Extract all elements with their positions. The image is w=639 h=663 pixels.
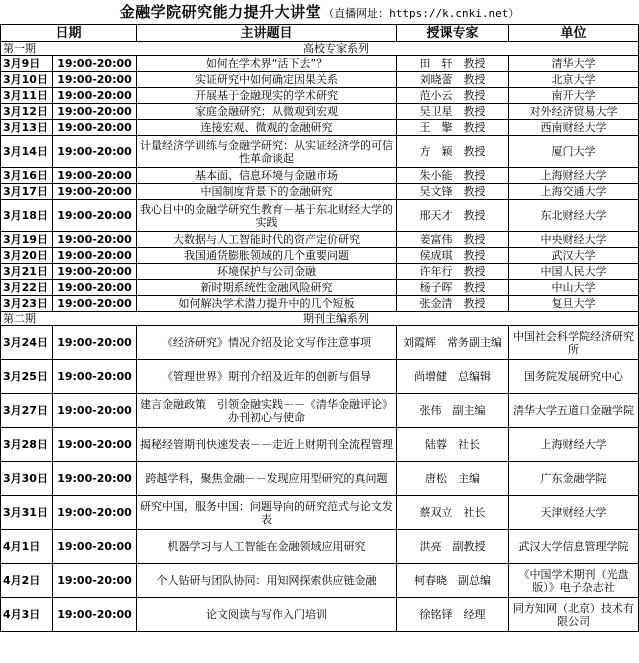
cell-topic: 如何解决学术潜力提升中的几个短板 — [137, 296, 397, 312]
cell-date: 3月30日 — [1, 462, 53, 496]
cell-unit: 天津财经大学 — [509, 496, 639, 530]
table-row — [1, 88, 639, 104]
table-row — [1, 360, 639, 394]
cell-unit: 北京大学 — [509, 72, 639, 88]
cell-speaker: 刘晓蕾 教授 — [397, 72, 509, 88]
cell-date: 3月10日 — [1, 72, 53, 88]
section-label: 第一期 — [3, 42, 36, 55]
cell-date: 4月2日 — [1, 564, 53, 598]
cell-unit: 中国社会科学院经济研究所 — [509, 326, 639, 360]
cell-speaker: 蔡双立 社长 — [397, 496, 509, 530]
cell-speaker: 张金清 教授 — [397, 296, 509, 312]
cell-time: 19:00-20:00 — [53, 72, 137, 88]
cell-time: 19:00-20:00 — [53, 136, 137, 168]
cell-speaker: 朱小能 教授 — [397, 168, 509, 184]
cell-time: 19:00-20:00 — [53, 280, 137, 296]
cell-date: 3月22日 — [1, 280, 53, 296]
cell-topic: 机器学习与人工智能在金融领域应用研究 — [137, 530, 397, 564]
cell-unit: 中央财经大学 — [509, 232, 639, 248]
cell-speaker: 尚增健 总编辑 — [397, 360, 509, 394]
schedule-table — [0, 24, 639, 632]
cell-time: 19:00-20:00 — [53, 496, 137, 530]
cell-speaker: 柯春晓 副总编 — [397, 564, 509, 598]
cell-topic: 《管理世界》期刊介绍及近年的创新与倡导 — [137, 360, 397, 394]
cell-date: 3月21日 — [1, 264, 53, 280]
cell-date: 4月3日 — [1, 598, 53, 632]
cell-speaker: 张伟 副主编 — [397, 394, 509, 428]
cell-topic: 大数据与人工智能时代的资产定价研究 — [137, 232, 397, 248]
cell-topic: 环境保护与公司金融 — [137, 264, 397, 280]
cell-unit: 武汉大学信息管理学院 — [509, 530, 639, 564]
table-row — [1, 56, 639, 72]
table-row — [1, 598, 639, 632]
cell-time: 19:00-20:00 — [53, 428, 137, 462]
schedule-body — [1, 42, 639, 632]
cell-time: 19:00-20:00 — [53, 360, 137, 394]
header-topic: 主讲题目 — [137, 25, 397, 42]
cell-topic: 实证研究中如何确定因果关系 — [137, 72, 397, 88]
cell-unit: 上海交通大学 — [509, 184, 639, 200]
cell-unit: 《中国学术期刊（光盘版）》电子杂志社 — [509, 564, 639, 598]
cell-unit: 厦门大学 — [509, 136, 639, 168]
section-name: 高校专家系列 — [303, 42, 369, 55]
section-label: 第二期 — [3, 312, 36, 325]
table-row — [1, 264, 639, 280]
cell-unit: 中国人民大学 — [509, 264, 639, 280]
table-row — [1, 280, 639, 296]
table-row — [1, 184, 639, 200]
cell-topic: 跨越学科，聚焦金融－－发现应用型研究的真问题 — [137, 462, 397, 496]
table-header-row — [1, 25, 639, 42]
section-header — [1, 312, 639, 326]
cell-time: 19:00-20:00 — [53, 232, 137, 248]
cell-speaker: 许年行 教授 — [397, 264, 509, 280]
title-livestream-url[interactable]: （直播网址：https://k.cnki.net） — [323, 7, 520, 20]
cell-unit: 同方知网（北京）技术有限公司 — [509, 598, 639, 632]
cell-unit: 上海财经大学 — [509, 168, 639, 184]
section-row — [1, 42, 639, 56]
cell-speaker: 吴文锋 教授 — [397, 184, 509, 200]
cell-topic: 中国制度背景下的金融研究 — [137, 184, 397, 200]
table-row — [1, 120, 639, 136]
page-title — [0, 0, 639, 24]
cell-speaker: 刘霞辉 常务副主编 — [397, 326, 509, 360]
section-row — [1, 312, 639, 326]
cell-topic: 《经济研究》情况介绍及论文写作注意事项 — [137, 326, 397, 360]
cell-unit: 广东金融学院 — [509, 462, 639, 496]
cell-date: 3月11日 — [1, 88, 53, 104]
header-unit: 单位 — [509, 25, 639, 42]
cell-time: 19:00-20:00 — [53, 264, 137, 280]
cell-date: 3月31日 — [1, 496, 53, 530]
cell-date: 3月24日 — [1, 326, 53, 360]
cell-topic: 基本面、信息环境与金融市场 — [137, 168, 397, 184]
cell-topic: 论文阅读与写作入门培训 — [137, 598, 397, 632]
cell-date: 3月13日 — [1, 120, 53, 136]
cell-time: 19:00-20:00 — [53, 598, 137, 632]
cell-topic: 新时期系统性金融风险研究 — [137, 280, 397, 296]
cell-topic: 揭秘经管期刊快速发表－－走近上财期刊全流程管理 — [137, 428, 397, 462]
cell-date: 3月14日 — [1, 136, 53, 168]
table-row — [1, 296, 639, 312]
cell-time: 19:00-20:00 — [53, 248, 137, 264]
table-row — [1, 104, 639, 120]
table-row — [1, 394, 639, 428]
cell-date: 3月19日 — [1, 232, 53, 248]
cell-speaker: 徐铭铎 经理 — [397, 598, 509, 632]
cell-date: 4月1日 — [1, 530, 53, 564]
header-speaker: 授课专家 — [397, 25, 509, 42]
cell-speaker: 王 擎 教授 — [397, 120, 509, 136]
cell-time: 19:00-20:00 — [53, 120, 137, 136]
cell-time: 19:00-20:00 — [53, 168, 137, 184]
cell-speaker: 邢天才 教授 — [397, 200, 509, 232]
cell-speaker: 陆蓉 社长 — [397, 428, 509, 462]
cell-speaker: 唐松 主编 — [397, 462, 509, 496]
cell-time: 19:00-20:00 — [53, 88, 137, 104]
table-row — [1, 200, 639, 232]
cell-unit: 清华大学五道口金融学院 — [509, 394, 639, 428]
cell-topic: 我心目中的金融学研究生教育－基于东北财经大学的实践 — [137, 200, 397, 232]
cell-topic: 家庭金融研究：从微观到宏观 — [137, 104, 397, 120]
table-row — [1, 564, 639, 598]
section-header — [1, 42, 639, 56]
table-row — [1, 248, 639, 264]
cell-unit: 中山大学 — [509, 280, 639, 296]
cell-time: 19:00-20:00 — [53, 530, 137, 564]
cell-time: 19:00-20:00 — [53, 56, 137, 72]
cell-topic: 计量经济学训练与金融学研究：从实证经济学的可信性革命谈起 — [137, 136, 397, 168]
cell-time: 19:00-20:00 — [53, 394, 137, 428]
cell-topic: 连接宏观、微观的金融研究 — [137, 120, 397, 136]
section-name: 期刊主编系列 — [303, 312, 369, 325]
cell-speaker: 洪亮 副教授 — [397, 530, 509, 564]
table-row — [1, 232, 639, 248]
table-row — [1, 326, 639, 360]
table-row — [1, 530, 639, 564]
cell-unit: 国务院发展研究中心 — [509, 360, 639, 394]
cell-date: 3月17日 — [1, 184, 53, 200]
cell-time: 19:00-20:00 — [53, 296, 137, 312]
cell-topic: 建言金融政策 引领金融实践－－《清华金融评论》办刊初心与使命 — [137, 394, 397, 428]
cell-speaker: 田 轩 教授 — [397, 56, 509, 72]
table-row — [1, 168, 639, 184]
cell-time: 19:00-20:00 — [53, 462, 137, 496]
cell-unit: 复旦大学 — [509, 296, 639, 312]
cell-time: 19:00-20:00 — [53, 326, 137, 360]
cell-time: 19:00-20:00 — [53, 564, 137, 598]
cell-speaker: 吴卫星 教授 — [397, 104, 509, 120]
header-date: 日期 — [1, 25, 137, 42]
cell-topic: 个人钻研与团队协同：用知网探索供应链金融 — [137, 564, 397, 598]
table-row — [1, 496, 639, 530]
cell-date: 3月12日 — [1, 104, 53, 120]
cell-unit: 东北财经大学 — [509, 200, 639, 232]
cell-unit: 上海财经大学 — [509, 428, 639, 462]
cell-time: 19:00-20:00 — [53, 104, 137, 120]
cell-unit: 清华大学 — [509, 56, 639, 72]
table-row — [1, 428, 639, 462]
cell-time: 19:00-20:00 — [53, 184, 137, 200]
cell-speaker: 侯成琪 教授 — [397, 248, 509, 264]
cell-speaker: 杨子晖 教授 — [397, 280, 509, 296]
cell-date: 3月16日 — [1, 168, 53, 184]
cell-date: 3月25日 — [1, 360, 53, 394]
cell-unit: 对外经济贸易大学 — [509, 104, 639, 120]
cell-speaker: 方 颖 教授 — [397, 136, 509, 168]
cell-unit: 南开大学 — [509, 88, 639, 104]
cell-topic: 如何在学术界“活下去”？ — [137, 56, 397, 72]
cell-date: 3月28日 — [1, 428, 53, 462]
cell-date: 3月27日 — [1, 394, 53, 428]
cell-date: 3月9日 — [1, 56, 53, 72]
cell-speaker: 姜富伟 教授 — [397, 232, 509, 248]
table-row — [1, 136, 639, 168]
cell-topic: 我国通货膨胀领域的几个重要问题 — [137, 248, 397, 264]
cell-topic: 研究中国，服务中国：问题导向的研究范式与论文发表 — [137, 496, 397, 530]
table-row — [1, 72, 639, 88]
cell-unit: 西南财经大学 — [509, 120, 639, 136]
cell-date: 3月18日 — [1, 200, 53, 232]
title-main: 金融学院研究能力提升大讲堂 — [119, 3, 322, 21]
cell-unit: 武汉大学 — [509, 248, 639, 264]
cell-speaker: 范小云 教授 — [397, 88, 509, 104]
cell-date: 3月20日 — [1, 248, 53, 264]
cell-date: 3月23日 — [1, 296, 53, 312]
cell-time: 19:00-20:00 — [53, 200, 137, 232]
cell-topic: 开展基于金融现实的学术研究 — [137, 88, 397, 104]
table-row — [1, 462, 639, 496]
